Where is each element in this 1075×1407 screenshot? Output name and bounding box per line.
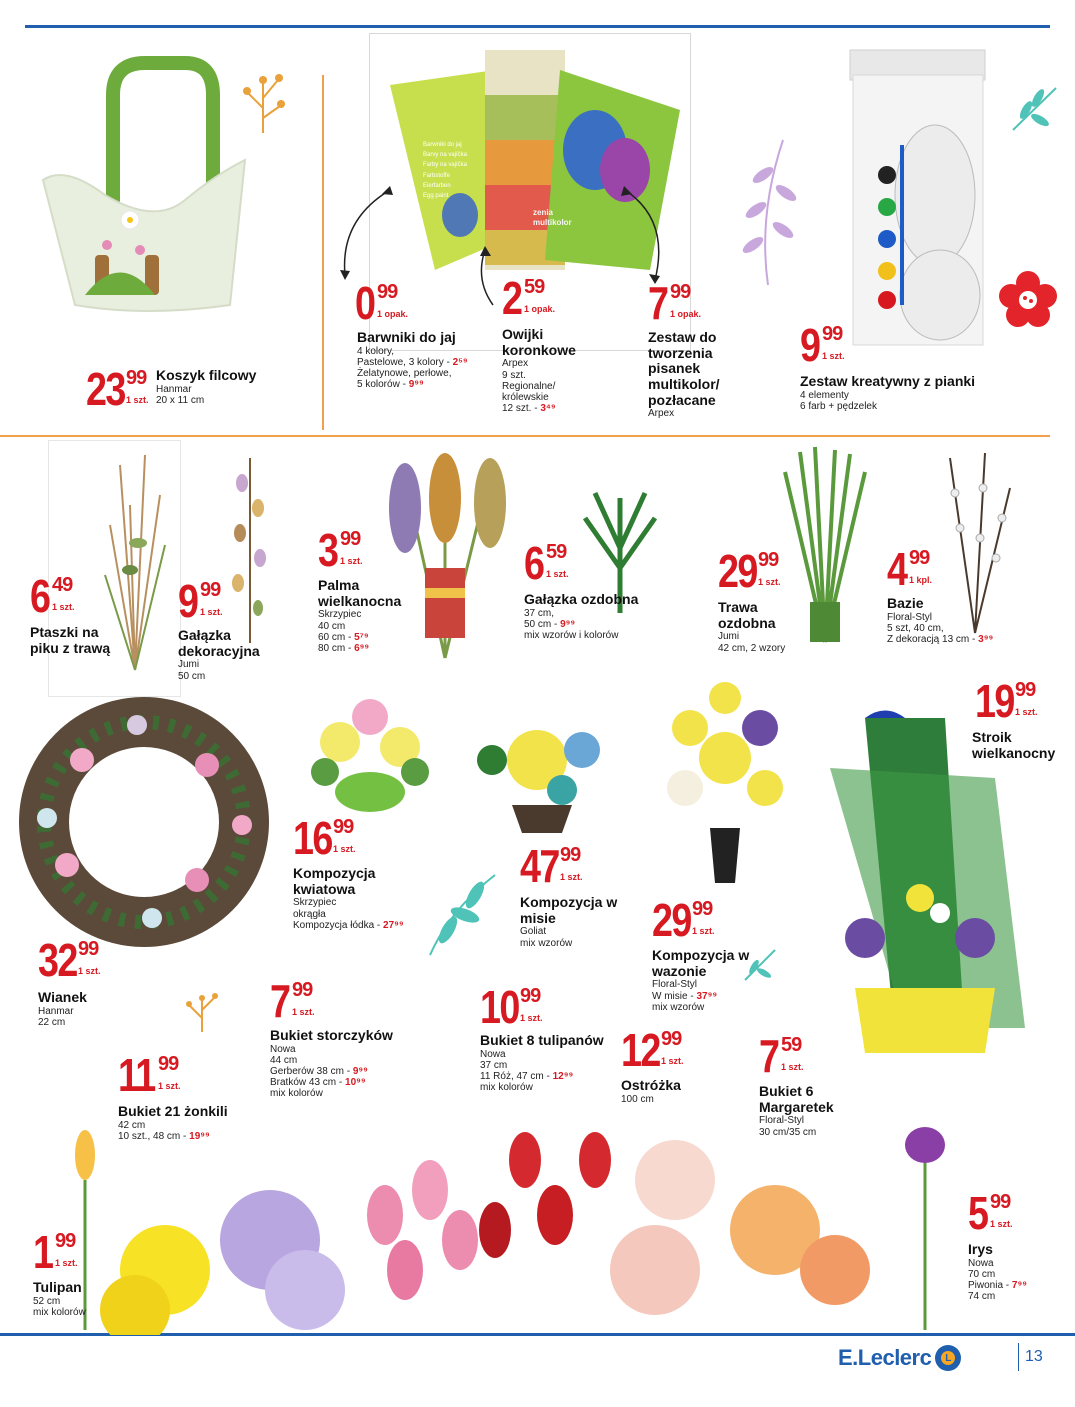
price-tulipany: 10 99 1 szt. (480, 981, 543, 1033)
desc-kompozycja-kw: Kompozycja kwiatowa Skrzypiec okrągła Kompozycja łódka - 27⁹⁹ (293, 865, 404, 931)
desc-kompozycja-mis: Kompozycja w misie Goliat mix wzorów (520, 894, 618, 949)
desc-ostrozka: Ostróżka 100 cm (621, 1077, 681, 1105)
vertical-divider (322, 75, 324, 430)
desc-koszyk: Koszyk filcowy Hanmar 20 x 11 cm (156, 367, 257, 406)
price-kompozycja-kw: 16 99 1 szt. (293, 812, 356, 864)
desc-kompozycja-waz: Kompozycja w wazonie Floral-Styl W misie - 37⁹⁹ mix wzorów (652, 947, 750, 1013)
desc-storczyki: Bukiet storczyków Nowa 44 cm Gerberów 38 cm - 9⁹⁹ Bratków 43 cm - 10⁹⁹ mix kolorów (270, 1027, 393, 1100)
teal-leaf-icon (1008, 80, 1063, 135)
vase-composition-image (645, 668, 805, 888)
print-line: Eierfarben (423, 182, 451, 189)
lavender-leaf-icon (738, 135, 798, 290)
price-trawa: 29 99 1 szt. (718, 545, 781, 597)
teal-leaf-icon (420, 870, 500, 960)
print-line: Egg paint (423, 192, 449, 199)
leclerc-logo-icon: L (935, 1345, 961, 1371)
red-flower-icon (998, 270, 1058, 330)
desc-zonkile: Bukiet 21 żonkili 42 cm 10 szt., 48 cm - 19⁹⁹ (118, 1103, 228, 1142)
page-number: 13 (1025, 1348, 1043, 1365)
print-line: Barvy na vajíčka (423, 152, 468, 159)
bowl-composition-image (452, 705, 632, 835)
price-kompozycja-waz: 29 99 1 szt. (652, 894, 715, 946)
price-zestaw-pisanek: 7 99 1 opak. (648, 277, 702, 329)
price-koszyk: 23 99 1 szt. (86, 363, 149, 415)
desc-bazie: Bazie Floral-Styl 5 szt, 40 cm, Z dekoracją 13 cm - 3⁹⁹ (887, 595, 994, 646)
price-zonkile: 11 99 1 szt. (118, 1049, 181, 1101)
felt-basket-image (35, 55, 250, 320)
desc-palma: Palma wielkanocna Skrzypiec 40 cm 60 cm - 5⁷⁹ 80 cm - 6⁹⁹ (318, 577, 402, 654)
price-stroik: 19 99 1 szt. (975, 675, 1038, 727)
desc-margaretki: Bukiet 6 Margaretek Floral-Styl 30 cm/35 cm (759, 1083, 834, 1138)
price-margaretki: 7 59 1 szt. (759, 1030, 804, 1082)
decor-branch-image (220, 448, 280, 648)
price-galazka-ozd: 6 59 1 szt. (524, 537, 569, 589)
desc-tulipan: Tulipan 52 cm mix kolorów (33, 1279, 86, 1318)
wreath-image (12, 690, 277, 960)
foam-kit-image (845, 45, 990, 350)
price-storczyki: 7 99 1 szt. (270, 975, 315, 1027)
desc-ptaszki: Ptaszki na piku z trawą (30, 624, 111, 656)
desc-zestaw-pisanek: Zestaw do tworzenia pisanek multikolor/ pozłacane Arpex (648, 329, 720, 420)
flower-composition-image (300, 672, 440, 820)
desc-owijki: Owijki koronkowe Arpex 9 szt. Regionalne/ królewskie 12 szt. - 3⁴⁹ (502, 326, 576, 415)
price-ptaszki: 6 49 1 szt. (30, 570, 75, 622)
print-line: Farbstoffe (423, 172, 450, 179)
brand-name: E.Leclerc (838, 1345, 932, 1370)
price-zestaw-pianki: 9 99 1 szt. (800, 319, 845, 371)
middle-divider (0, 435, 1050, 437)
price-irys: 5 99 1 szt. (968, 1187, 1013, 1239)
print-line: Barwniki do jaj (423, 142, 462, 148)
print-line: Farby na vajíčka (423, 162, 468, 169)
decor-twig-icon (238, 58, 288, 138)
desc-galazka-ozd: Gałązka ozdobna 37 cm, 50 cm - 9⁹⁹ mix wzorów i kolorów (524, 591, 639, 642)
price-barwniki: 0 99 1 opak. (355, 277, 409, 329)
desc-irys: Irys Nowa 70 cm Piwonia - 7⁹⁹ 74 cm (968, 1241, 1027, 1303)
price-wianek: 32 99 1 szt. (38, 934, 101, 986)
price-kompozycja-mis: 47 99 1 szt. (520, 840, 583, 892)
price-palma: 3 99 1 szt. (318, 524, 363, 576)
bouquets-image (55, 1120, 945, 1335)
leclerc-logo[interactable] (838, 1342, 961, 1374)
desc-trawa: Trawa ozdobna Jumi 42 cm, 2 wzory (718, 599, 786, 654)
print-line: multikolor (533, 218, 572, 228)
price-galazka-dek: 9 99 1 szt. (178, 575, 223, 627)
decor-twig-icon (180, 980, 225, 1035)
desc-zestaw-pianki: Zestaw kreatywny z pianki 4 elementy 6 farb + pędzelek (800, 373, 976, 412)
price-bazie: 4 99 1 kpl. (887, 543, 933, 595)
print-line: zenia (533, 208, 554, 217)
desc-stroik: Stroik wielkanocny (972, 729, 1056, 761)
price-owijki: 2 59 1 opak. (502, 272, 556, 324)
desc-wianek: Wianek Hanmar 22 cm (38, 989, 87, 1028)
price-tulipan: 1 99 1 szt. (33, 1226, 78, 1278)
top-rule (25, 25, 1050, 28)
desc-barwniki: Barwniki do jaj 4 kolory, Pastelowe, 3 kolory - 2⁵⁹ Żelatynowe, perłowe, 5 kolorów - 9⁹⁹ (357, 329, 468, 391)
price-ostrozka: 12 99 1 szt. (621, 1024, 684, 1076)
desc-tulipany: Bukiet 8 tulipanów Nowa 37 cm 11 Róż, 47 cm - 12⁹⁹ mix kolorów (480, 1032, 604, 1094)
desc-galazka-dek: Gałązka dekoracyjna Jumi 50 cm (178, 627, 260, 682)
page-number-separator (1018, 1343, 1019, 1371)
